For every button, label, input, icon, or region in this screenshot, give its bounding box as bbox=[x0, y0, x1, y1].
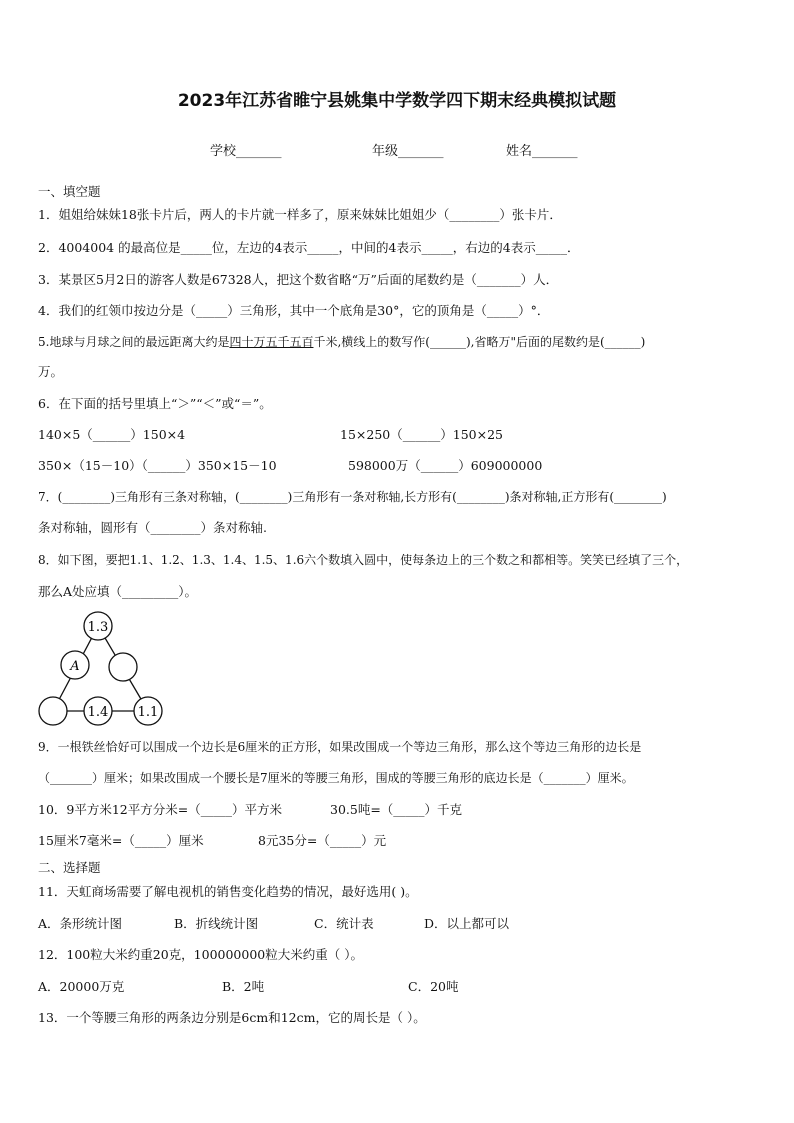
question-13: 13．一个等腰三角形的两条边分别是6cm和12cm，它的周长是（ ）。 bbox=[38, 1010, 426, 1025]
question-6-r2a: 350×（15－10）（______）350×15－10 bbox=[38, 458, 277, 473]
question-11-option-b: B．折线统计图 bbox=[174, 916, 259, 931]
question-11-option-d: D．以上都可以 bbox=[424, 916, 510, 931]
question-6-r1b: 15×250（______）150×25 bbox=[340, 427, 503, 442]
question-12: 12．100粒大米约重20克，100000000粒大米约重（ ）。 bbox=[38, 947, 363, 962]
question-5-post: 千米,横线上的数写作(______),省略万"后面的尾数约是(______) bbox=[313, 335, 646, 349]
section-choice: 二、选择题 bbox=[38, 860, 101, 875]
question-6-r2b: 598000万（______）609000000 bbox=[348, 458, 543, 473]
question-5-underlined: 四十万五千五百 bbox=[229, 335, 314, 349]
question-10-r2b: 8元35分=（_____）元 bbox=[258, 833, 387, 848]
question-9: 9．一根铁丝恰好可以围成一个边长是6厘米的正方形，如果改围成一个等边三角形，那么这个等边三角形的边长是 bbox=[38, 740, 642, 754]
question-11-option-c: C．统计表 bbox=[314, 916, 374, 931]
question-12-option-b: B．2吨 bbox=[222, 979, 265, 994]
question-8: 8．如下图，要把1.1、1.2、1.3、1.4、1.5、1.6六个数填入圆中，使每条边上的三个数之和都相等。笑笑已经填了三个， bbox=[38, 553, 689, 567]
question-11: 11．天虹商场需要了解电视机的销售变化趋势的情况，最好选用( )。 bbox=[38, 884, 418, 899]
question-6: 6．在下面的括号里填上“＞”“＜”或“＝”。 bbox=[38, 396, 272, 411]
question-1: 1．姐姐给妹妹18张卡片后，两人的卡片就一样多了，原来妹妹比姐姐少（________）张卡片． bbox=[38, 207, 562, 222]
circle-bottom-mid-label: 1.4 bbox=[87, 705, 109, 720]
question-7-line2: 条对称轴，圆形有（________）条对称轴. bbox=[38, 520, 267, 535]
question-7: 7．(________)三角形有三条对称轴，(________)三角形有一条对称轴,长方形有(________)条对称轴,正方形有(________) bbox=[38, 490, 667, 504]
question-11-option-a: A．条形统计图 bbox=[38, 916, 123, 931]
triangle-svg bbox=[36, 608, 166, 728]
question-10-r1a: 10．9平方米12平方分米=（_____）平方米 bbox=[38, 802, 282, 817]
triangle-diagram bbox=[36, 608, 166, 728]
page-title: 2023年江苏省睢宁县姚集中学数学四下期末经典模拟试题 bbox=[177, 91, 617, 111]
circle-a-label: A bbox=[70, 659, 80, 674]
grade-field: 年级_______ bbox=[372, 144, 444, 159]
question-3: 3．某景区5月2日的游客人数是67328人，把这个数省略“万”后面的尾数约是（_______）人． bbox=[38, 272, 559, 287]
question-12-option-c: C．20吨 bbox=[408, 979, 459, 994]
question-5-line2: 万。 bbox=[38, 364, 64, 379]
question-10-r1b: 30.5吨=（_____）千克 bbox=[330, 802, 463, 817]
question-10-r2a: 15厘米7毫米=（_____）厘米 bbox=[38, 833, 204, 848]
question-12-option-a: A．20000万克 bbox=[38, 979, 125, 994]
question-8-line2: 那么A处应填（_________）。 bbox=[38, 584, 198, 599]
circle-bottom-right-label: 1.1 bbox=[137, 705, 159, 720]
school-field: 学校_______ bbox=[210, 144, 282, 159]
question-4: 4．我们的红领巾按边分是（_____）三角形，其中一个底角是30°，它的顶角是（_____）°． bbox=[38, 303, 550, 318]
circle-right-empty bbox=[109, 653, 137, 681]
section-fill-in: 一、填空题 bbox=[38, 184, 101, 199]
question-5 bbox=[38, 334, 645, 350]
question-2: 2．4004004 的最高位是_____位，左边的4表示_____，中间的4表示_____，右边的4表示_____． bbox=[38, 240, 580, 255]
question-5-pre: 5.地球与月球之间的最远距离大约是 bbox=[38, 335, 230, 349]
circle-top-label: 1.3 bbox=[87, 620, 109, 635]
circle-bottom-left-empty bbox=[39, 697, 67, 725]
question-9-line2: （_______）厘米；如果改围成一个腰长是7厘米的等腰三角形，围成的等腰三角形的底边长是（_______）厘米。 bbox=[38, 771, 634, 785]
name-field: 姓名_______ bbox=[506, 144, 578, 159]
question-6-r1a: 140×5（______）150×4 bbox=[38, 427, 186, 442]
